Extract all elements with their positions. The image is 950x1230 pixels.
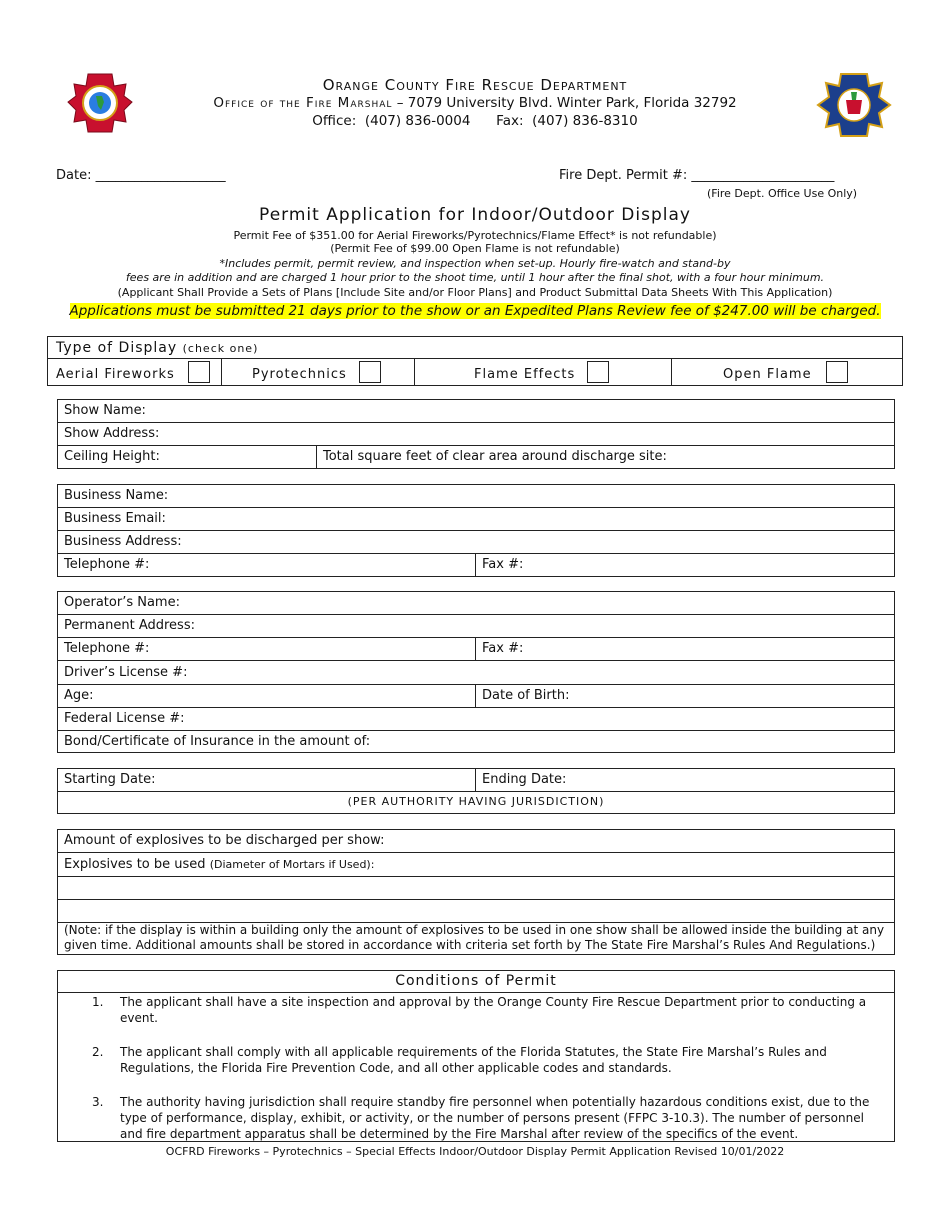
fee-line-1: Permit Fee of $351.00 for Aerial Fireworks/Pyrotechnics/Flame Effect* is not refundable) — [233, 229, 717, 242]
includes-note-1: *Includes permit, permit review, and inspection when set-up. Hourly fire-watch and stand-by — [219, 257, 731, 270]
office-address: – 7079 University Blvd. Winter Park, Florida 32792 — [392, 95, 737, 111]
condition-1-number: 1. — [92, 995, 104, 1009]
operator-name-field[interactable]: Operator’s Name: — [64, 595, 180, 610]
condition-3-text: The authority having jurisdiction shall require standby fire personnel when potentially hazardous conditions exist, due to the type of performance, display, exhibit, or activity, or the number of persons present (FFPC 3-10.3). The number of personnel and fire department apparatus shall be determined by the Fire Marshal after review of the specifics of the event. — [120, 1095, 870, 1141]
explosives-note: (Note: if the display is within a building only the amount of explosives to be used in one show shall be allowed inside the building at any given time. Additional amounts shall be stored in accordance with criteria set forth by The State Fire Marshal’s Rules And Regulations.) — [64, 923, 885, 952]
explosives-blank-line-2[interactable] — [58, 900, 894, 921]
permit-office-note: (Fire Dept. Office Use Only) — [707, 187, 858, 200]
operator-telephone-field[interactable]: Telephone #: — [64, 641, 150, 656]
flame-effects-checkbox[interactable] — [587, 361, 609, 383]
operator-fax-field[interactable]: Fax #: — [482, 641, 524, 656]
office-prefix: Office of the Fire Marshal — [213, 95, 393, 111]
phone-line: Office: (407) 836-0004 Fax: (407) 836-8310 — [312, 113, 638, 129]
office-address-line — [0, 95, 950, 111]
ceiling-height-field[interactable]: Ceiling Height: — [64, 449, 160, 464]
clear-area-field[interactable]: Total square feet of clear area around discharge site: — [323, 449, 667, 464]
drivers-license-field[interactable]: Driver’s License #: — [64, 665, 188, 680]
show-name-field[interactable]: Show Name: — [64, 403, 146, 418]
ending-date-field[interactable]: Ending Date: — [482, 772, 567, 787]
option-aerial-fireworks: Aerial Fireworks — [56, 367, 175, 382]
business-name-field[interactable]: Business Name: — [64, 488, 169, 503]
open-flame-checkbox[interactable] — [826, 361, 848, 383]
form-title: Permit Application for Indoor/Outdoor Display — [259, 205, 691, 225]
condition-3-number: 3. — [92, 1095, 104, 1109]
permit-number-field[interactable]: Fire Dept. Permit #: ______________________ — [559, 168, 835, 183]
date-field[interactable]: Date: ____________________ — [56, 168, 226, 183]
deadline-warning — [0, 300, 950, 319]
fee-line-2: (Permit Fee of $99.00 Open Flame is not refundable) — [330, 242, 620, 255]
includes-note-2: fees are in addition and are charged 1 hour prior to the shoot time, until 1 hour after the final shot, with a four hour minimum. — [125, 271, 825, 284]
display-type-heading — [56, 340, 258, 356]
explosives-used-hint: (Diameter of Mortars if Used): — [209, 858, 375, 871]
business-address-field[interactable]: Business Address: — [64, 534, 182, 549]
explosives-blank-line[interactable] — [58, 877, 894, 898]
business-telephone-field[interactable]: Telephone #: — [64, 557, 150, 572]
pyrotechnics-checkbox[interactable] — [359, 361, 381, 383]
insurance-amount-field[interactable]: Bond/Certificate of Insurance in the amount of: — [64, 734, 371, 749]
explosives-used-label: Explosives to be used — [64, 857, 206, 872]
plans-note: (Applicant Shall Provide a Sets of Plans [Include Site and/or Floor Plans] and Product Submittal Data Sheets With This Application) — [117, 286, 833, 299]
aerial-fireworks-checkbox[interactable] — [188, 361, 210, 383]
option-pyrotechnics: Pyrotechnics — [252, 367, 347, 382]
footer-revision: OCFRD Fireworks – Pyrotechnics – Special Effects Indoor/Outdoor Display Permit Application Revised 10/01/2022 — [165, 1145, 785, 1158]
condition-2-text: The applicant shall comply with all applicable requirements of the Florida Statutes, the State Fire Marshal’s Rules and Regulations, the Florida Fire Prevention Code, and all other applicable codes and standards. — [120, 1045, 827, 1075]
option-open-flame: Open Flame — [723, 367, 812, 382]
option-flame-effects: Flame Effects — [474, 367, 576, 382]
conditions-title: Conditions of Permit — [395, 973, 557, 989]
deadline-warning-text: Applications must be submitted 21 days prior to the show or an Expedited Plans Review fee of $247.00 will be charged. — [69, 303, 881, 319]
display-type-hint: (check one) — [182, 342, 259, 355]
display-type-label: Type of Display — [56, 340, 178, 356]
explosives-used-field[interactable] — [57, 857, 374, 872]
condition-1-text: The applicant shall have a site inspection and approval by the Orange County Fire Rescue Department prior to conducting a event. — [120, 995, 867, 1025]
operator-address-field[interactable]: Permanent Address: — [64, 618, 195, 633]
business-email-field[interactable]: Business Email: — [64, 511, 166, 526]
business-fax-field[interactable]: Fax #: — [482, 557, 524, 572]
explosives-amount-field[interactable]: Amount of explosives to be discharged per show: — [64, 833, 385, 848]
age-field[interactable]: Age: — [64, 688, 94, 703]
starting-date-field[interactable]: Starting Date: — [64, 772, 156, 787]
show-address-field[interactable]: Show Address: — [64, 426, 160, 441]
org-name: Orange County Fire Rescue Department — [322, 76, 628, 94]
date-of-birth-field[interactable]: Date of Birth: — [482, 688, 570, 703]
jurisdiction-note: (PER AUTHORITY HAVING JURISDICTION) — [347, 795, 605, 808]
federal-license-field[interactable]: Federal License #: — [64, 711, 185, 726]
condition-2-number: 2. — [92, 1045, 104, 1059]
